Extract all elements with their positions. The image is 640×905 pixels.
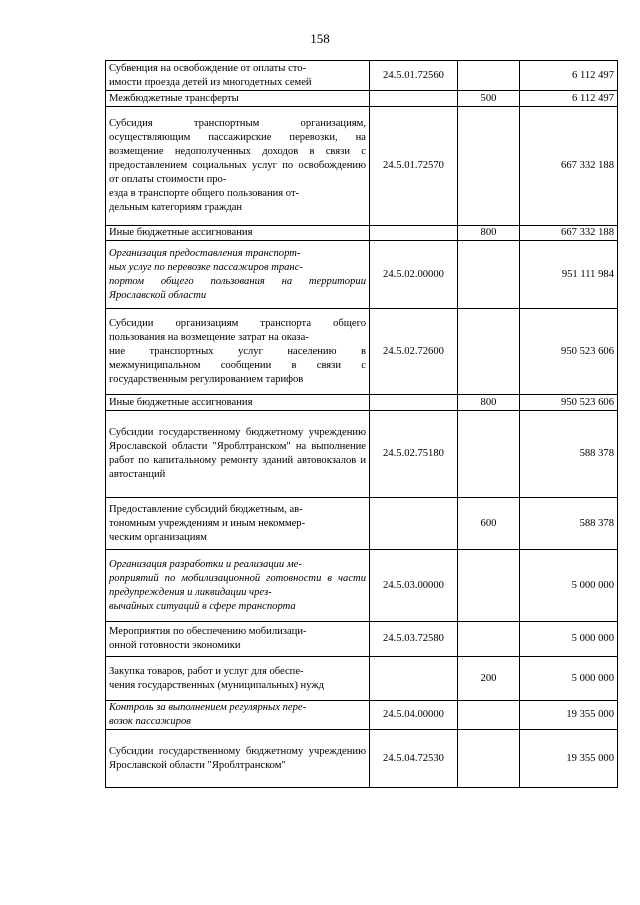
row-name-cell — [106, 730, 370, 788]
row-name: Иные бюджетные ассигнования — [109, 396, 253, 408]
row-code — [370, 498, 458, 550]
row-name: Субсидии государственному бюджетному учреждению Ярославской области "Яроблтранском" на выполнение работ по капитальному ремонту зданий автовокзалов и автостанций — [109, 427, 366, 480]
row-code: 24.5.02.00000 — [370, 241, 458, 309]
budget-table — [105, 60, 618, 788]
table-row — [106, 411, 618, 498]
row-code: 24.5.02.75180 — [370, 411, 458, 498]
row-code: 24.5.03.00000 — [370, 550, 458, 622]
row-name: Субсидия транспортным организациям, осуществляющим пассажирские перевозки, на возмещение недополученных доходов в связи с предоставлением социальных услуг по освобождению от оплаты стоимости про- езда в транспорте общего пользования от- дельным категориям граждан — [109, 118, 366, 213]
table-row — [106, 730, 618, 788]
row-name: Субсидии государственному бюджетному учреждению Ярославской области "Яроблтранском" — [109, 745, 366, 771]
row-amount: 5 000 000 — [520, 550, 618, 622]
budget-table-body — [106, 61, 618, 788]
row-name-cell — [106, 241, 370, 309]
table-row — [106, 622, 618, 657]
row-amount: 5 000 000 — [520, 622, 618, 657]
row-name: Субсидии организациям транспорта общего пользования на возмещение затрат на оказа- ние транспортных услуг населению в межмуниципальном сообщении в связи с государственным регулированием тарифов — [109, 317, 366, 385]
row-expense-kind: 800 — [458, 226, 520, 241]
table-row — [106, 107, 618, 226]
row-amount: 950 523 606 — [520, 309, 618, 395]
row-expense-kind — [458, 622, 520, 657]
table-row — [106, 550, 618, 622]
table-row — [106, 61, 618, 91]
row-name: Субвенция на освобождение от оплаты сто- имости проезда детей из многодетных семей — [109, 62, 312, 88]
row-code: 24.5.04.00000 — [370, 701, 458, 730]
table-row — [106, 91, 618, 107]
row-expense-kind: 200 — [458, 657, 520, 701]
row-name: Предоставление субсидий бюджетным, ав- тономным учреждениям и иным некоммер- ческим организациям — [109, 503, 306, 543]
row-name: Межбюджетные трансферты — [109, 92, 239, 104]
row-amount: 667 332 188 — [520, 107, 618, 226]
row-name-cell — [106, 91, 370, 107]
row-amount: 19 355 000 — [520, 701, 618, 730]
row-name: Организация разработки и реализации ме- роприятий по мобилизационной готовности в части предупреждения и ликвидации чрез- вычайных ситуаций в сфере транспорта — [109, 558, 366, 612]
table-row — [106, 226, 618, 241]
table-row — [106, 395, 618, 411]
row-name: Мероприятия по обеспечению мобилизаци- онной готовности экономики — [109, 626, 307, 651]
page-number: 158 — [310, 31, 330, 46]
table-row — [106, 701, 618, 730]
row-name-cell — [106, 226, 370, 241]
row-code — [370, 395, 458, 411]
row-name: Иные бюджетные ассигнования — [109, 227, 253, 238]
table-row — [106, 309, 618, 395]
row-amount: 19 355 000 — [520, 730, 618, 788]
row-expense-kind: 600 — [458, 498, 520, 550]
row-expense-kind — [458, 309, 520, 395]
row-expense-kind — [458, 550, 520, 622]
row-code: 24.5.01.72560 — [370, 61, 458, 91]
row-amount: 667 332 188 — [520, 226, 618, 241]
row-expense-kind — [458, 107, 520, 226]
row-amount: 951 111 984 — [520, 241, 618, 309]
row-amount: 6 112 497 — [520, 91, 618, 107]
row-code: 24.5.02.72600 — [370, 309, 458, 395]
row-name-cell — [106, 701, 370, 730]
row-code — [370, 91, 458, 107]
row-amount: 950 523 606 — [520, 395, 618, 411]
row-code — [370, 657, 458, 701]
row-expense-kind — [458, 411, 520, 498]
row-name: Контроль за выполнением регулярных пере- возок пассажиров — [109, 702, 307, 727]
row-name-cell — [106, 411, 370, 498]
row-expense-kind: 800 — [458, 395, 520, 411]
row-name-cell — [106, 657, 370, 701]
row-expense-kind — [458, 61, 520, 91]
row-amount: 5 000 000 — [520, 657, 618, 701]
row-code: 24.5.04.72530 — [370, 730, 458, 788]
row-amount: 588 378 — [520, 411, 618, 498]
row-name-cell — [106, 309, 370, 395]
row-expense-kind — [458, 730, 520, 788]
row-expense-kind — [458, 241, 520, 309]
row-amount: 588 378 — [520, 498, 618, 550]
row-name-cell — [106, 622, 370, 657]
table-row — [106, 657, 618, 701]
row-amount: 6 112 497 — [520, 61, 618, 91]
table-row — [106, 498, 618, 550]
row-code: 24.5.03.72580 — [370, 622, 458, 657]
row-name-cell — [106, 395, 370, 411]
row-code: 24.5.01.72570 — [370, 107, 458, 226]
row-name-cell — [106, 550, 370, 622]
row-expense-kind: 500 — [458, 91, 520, 107]
row-code — [370, 226, 458, 241]
row-name: Закупка товаров, работ и услуг для обеспе- чения государственных (муниципальных) нужд — [109, 665, 325, 691]
row-name-cell — [106, 61, 370, 91]
row-name-cell — [106, 498, 370, 550]
table-row — [106, 241, 618, 309]
row-name-cell — [106, 107, 370, 226]
row-name: Организация предоставления транспорт- ных услуг по перевозке пассажиров транс- портом общего пользования на территории Ярославской области — [109, 247, 366, 301]
row-expense-kind — [458, 701, 520, 730]
